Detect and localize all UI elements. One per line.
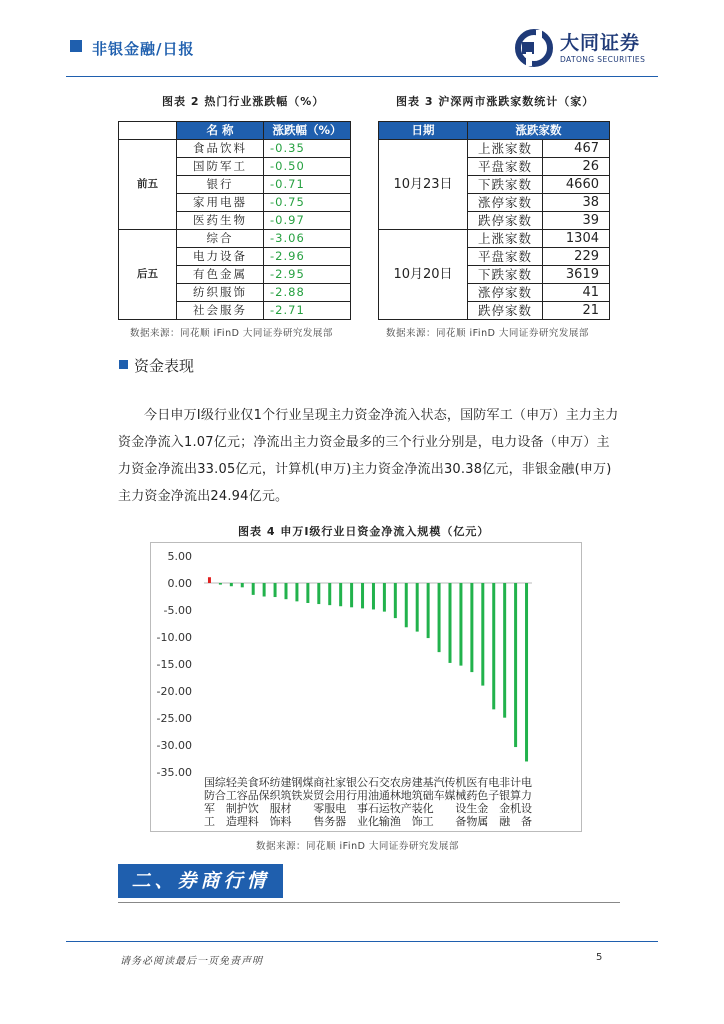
x-tick-label: 家	[335, 776, 347, 789]
x-tick-label: 力	[521, 789, 533, 802]
x-tick-label: 备	[455, 815, 467, 828]
bar	[241, 583, 244, 587]
x-tick-label: 保	[258, 789, 270, 802]
x-tick-label: 事	[357, 802, 369, 815]
table-header-row	[119, 122, 351, 140]
change-value: -2.96	[264, 248, 351, 266]
x-tick-label: 合	[214, 789, 226, 802]
bar	[361, 583, 364, 608]
logo-chinese-name: 大同证券	[560, 32, 641, 54]
x-tick-label: 纺	[269, 776, 281, 789]
y-tick-label: 0.00	[167, 577, 192, 590]
x-tick-label: 药	[466, 789, 478, 802]
x-tick-label: 饮	[247, 802, 259, 815]
industry-name: 电力设备	[177, 248, 264, 266]
count-value: 229	[543, 248, 610, 266]
count-value: 3619	[543, 266, 610, 284]
x-tick-label: 媒	[444, 789, 456, 802]
x-tick-label: 国	[203, 776, 215, 789]
x-tick-label: 炭	[302, 789, 314, 802]
fig2-caption: 图表 2 热门行业涨跌幅（%）	[162, 95, 325, 108]
x-tick-label: 产	[400, 802, 412, 815]
industry-name: 银行	[177, 176, 264, 194]
x-tick-label: 渔	[389, 815, 401, 828]
footer-disclaimer: 请务必阅读最后一页免责声明	[120, 956, 263, 967]
market-breadth-table	[378, 121, 610, 320]
x-tick-label: 铁	[291, 789, 303, 802]
table-row	[119, 140, 351, 158]
bar	[449, 583, 452, 663]
table-row	[379, 140, 610, 158]
table-header-row	[379, 122, 610, 140]
x-tick-label: 设	[455, 802, 467, 815]
change-value: -0.71	[264, 176, 351, 194]
capital-flow-paragraph: 今日申万Ⅰ级行业仅1个行业呈现主力资金净流入状态，国防军工（申万）主力主力资金净流入1.07亿元；净流出主力资金最多的三个行业分别是，电力设备（申万）主力资金净流出33.05亿元，计算机(申万)主力资金净流出30.38亿元，非银金融(申万)主力资金净流出24.94亿元。	[118, 408, 619, 504]
x-tick-label: 牧	[389, 802, 401, 815]
bar	[503, 583, 506, 718]
x-tick-label: 机	[455, 776, 467, 789]
x-tick-label: 石	[367, 776, 379, 789]
x-tick-label: 石	[367, 802, 379, 815]
count-value: 4660	[543, 176, 610, 194]
x-tick-label: 银	[499, 789, 511, 802]
x-tick-label: 饰	[411, 815, 423, 828]
group-label: 前五	[119, 140, 177, 230]
x-tick-label: 通	[378, 789, 390, 802]
x-tick-label: 地	[400, 789, 412, 802]
x-tick-label: 理	[236, 815, 248, 828]
count-label: 跌停家数	[468, 302, 543, 320]
count-value: 467	[543, 140, 610, 158]
x-tick-label: 属	[477, 815, 489, 828]
bar	[306, 583, 309, 603]
x-tick-label: 用	[357, 789, 369, 802]
change-value: -0.97	[264, 212, 351, 230]
bar	[438, 583, 441, 652]
count-value: 1304	[543, 230, 610, 248]
industry-name: 医药生物	[177, 212, 264, 230]
x-tick-label: 务	[324, 815, 336, 828]
count-label: 涨停家数	[468, 194, 543, 212]
bar	[285, 583, 288, 599]
x-tick-label: 化	[367, 815, 379, 828]
x-tick-label: 金	[477, 802, 489, 815]
col-count-header: 涨跌家数	[468, 122, 610, 140]
change-value: -0.50	[264, 158, 351, 176]
x-tick-label: 设	[521, 802, 533, 815]
x-tick-label: 饰	[269, 815, 281, 828]
bar	[317, 583, 320, 604]
change-value: -2.88	[264, 284, 351, 302]
industry-name: 食品饮料	[177, 140, 264, 158]
bar	[481, 583, 484, 686]
x-tick-label: 备	[521, 815, 533, 828]
x-tick-label: 食	[247, 776, 259, 789]
x-tick-label: 化	[422, 802, 434, 815]
x-tick-label: 用	[335, 789, 347, 802]
count-value: 26	[543, 158, 610, 176]
count-label: 涨停家数	[468, 284, 543, 302]
report-category-title: 非银金融/日报	[92, 40, 195, 58]
x-tick-label: 房	[400, 776, 412, 789]
x-tick-label: 传	[444, 776, 456, 789]
date-cell: 10月20日	[379, 230, 468, 320]
x-tick-label: 品	[247, 789, 259, 802]
x-tick-label: 物	[466, 815, 478, 828]
x-tick-label: 融	[499, 815, 511, 828]
bar	[514, 583, 517, 747]
date-cell: 10月23日	[379, 140, 468, 230]
industry-name: 家用电器	[177, 194, 264, 212]
x-tick-label: 非	[499, 776, 511, 789]
x-tick-label: 医	[466, 776, 478, 789]
x-tick-label: 机	[510, 802, 522, 815]
x-tick-label: 综	[214, 776, 226, 789]
industry-name: 国防军工	[177, 158, 264, 176]
change-value: -3.06	[264, 230, 351, 248]
company-logo	[512, 26, 672, 70]
y-tick-label: -35.00	[156, 766, 192, 779]
y-tick-label: -25.00	[156, 712, 192, 725]
fig4-caption: 图表 4 申万Ⅰ级行业日资金净流入规模（亿元）	[238, 525, 490, 538]
y-tick-label: -10.00	[156, 631, 192, 644]
x-tick-label: 建	[411, 776, 423, 789]
bar	[492, 583, 495, 709]
x-tick-label: 织	[269, 789, 281, 802]
bar	[383, 583, 386, 612]
bar	[274, 583, 277, 597]
bar	[416, 583, 419, 632]
count-label: 上涨家数	[468, 140, 543, 158]
x-tick-label: 材	[280, 802, 292, 815]
count-label: 上涨家数	[468, 230, 543, 248]
change-value: -0.75	[264, 194, 351, 212]
bar	[208, 577, 211, 583]
x-tick-label: 制	[225, 802, 237, 815]
change-value: -2.95	[264, 266, 351, 284]
x-tick-label: 服	[269, 802, 281, 815]
bar	[295, 583, 298, 601]
industry-name: 社会服务	[177, 302, 264, 320]
x-tick-label: 零	[313, 802, 325, 815]
bar	[350, 583, 353, 607]
x-tick-label: 轻	[225, 776, 237, 789]
x-tick-label: 社	[324, 776, 336, 789]
bar	[459, 583, 462, 666]
x-tick-label: 美	[236, 776, 248, 789]
x-tick-label: 械	[455, 789, 467, 802]
x-tick-label: 护	[236, 802, 248, 815]
bar	[219, 583, 222, 585]
bar	[394, 583, 397, 618]
x-tick-label: 行	[346, 789, 358, 802]
x-tick-label: 筑	[411, 789, 423, 802]
x-tick-label: 有	[477, 776, 489, 789]
x-tick-label: 车	[433, 789, 445, 802]
y-tick-label: -30.00	[156, 739, 192, 752]
bar	[230, 583, 233, 586]
x-tick-label: 器	[335, 815, 347, 828]
x-tick-label: 贸	[313, 789, 325, 802]
group-label: 后五	[119, 230, 177, 320]
count-label: 跌停家数	[468, 212, 543, 230]
table-corner-cell	[119, 122, 177, 140]
count-label: 下跌家数	[468, 176, 543, 194]
x-tick-label: 计	[510, 776, 522, 789]
count-label: 平盘家数	[468, 158, 543, 176]
x-tick-label: 防	[203, 789, 215, 802]
section-square-icon	[119, 360, 128, 369]
count-label: 平盘家数	[468, 248, 543, 266]
fig3-source: 数据来源：同花顺 iFinD 大同证券研究发展部	[386, 328, 589, 339]
industry-name: 综合	[177, 230, 264, 248]
x-tick-label: 运	[378, 802, 390, 815]
count-value: 39	[543, 212, 610, 230]
col-change-header: 涨跌幅（%）	[264, 122, 351, 140]
x-tick-label: 油	[367, 789, 379, 802]
hot-industry-table	[118, 121, 351, 320]
x-tick-label: 业	[357, 815, 369, 828]
x-tick-label: 生	[466, 802, 478, 815]
section2-banner: 二、券商行情	[118, 864, 283, 898]
table-row	[119, 230, 351, 248]
bar	[372, 583, 375, 609]
col-date-header: 日期	[379, 122, 468, 140]
change-value: -2.71	[264, 302, 351, 320]
x-tick-label: 容	[236, 789, 248, 802]
x-tick-label: 基	[422, 776, 434, 789]
x-tick-label: 色	[477, 789, 489, 802]
x-tick-label: 造	[225, 815, 237, 828]
x-tick-label: 输	[378, 815, 390, 828]
y-tick-label: 5.00	[167, 550, 192, 563]
count-value: 21	[543, 302, 610, 320]
bar	[405, 583, 408, 627]
count-value: 38	[543, 194, 610, 212]
logo-english-name: DATONG SECURITIES	[560, 55, 646, 64]
count-label: 下跌家数	[468, 266, 543, 284]
x-tick-label: 工	[225, 789, 237, 802]
y-tick-label: -5.00	[163, 604, 192, 617]
x-tick-label: 电	[521, 776, 533, 789]
page-number: 5	[596, 952, 603, 963]
footer-divider	[66, 941, 658, 942]
industry-name: 纺织服饰	[177, 284, 264, 302]
col-name-header: 名 称	[177, 122, 264, 140]
fig3-caption: 图表 3 沪深两市涨跌家数统计（家）	[396, 95, 595, 108]
x-tick-label: 料	[280, 815, 292, 828]
x-tick-label: 建	[280, 776, 292, 789]
y-tick-label: -20.00	[156, 685, 192, 698]
x-tick-label: 汽	[433, 776, 445, 789]
bar	[252, 583, 255, 595]
x-tick-label: 装	[411, 802, 423, 815]
change-value: -0.35	[264, 140, 351, 158]
x-tick-label: 料	[247, 815, 259, 828]
x-tick-label: 会	[324, 789, 336, 802]
x-tick-label: 林	[389, 789, 401, 802]
x-tick-label: 环	[258, 776, 270, 789]
header-divider	[66, 76, 658, 77]
x-tick-label: 子	[488, 789, 500, 802]
x-tick-label: 金	[499, 802, 511, 815]
industry-name: 有色金属	[177, 266, 264, 284]
table-row	[379, 230, 610, 248]
fund-flow-bar-chart	[150, 542, 580, 832]
x-tick-label: 农	[389, 776, 401, 789]
section2-divider	[118, 902, 620, 903]
bar	[470, 583, 473, 672]
x-tick-label: 算	[510, 789, 522, 802]
x-tick-label: 工	[203, 815, 215, 828]
x-tick-label: 电	[335, 802, 347, 815]
bar	[427, 583, 430, 638]
bar	[339, 583, 342, 606]
count-value: 41	[543, 284, 610, 302]
x-tick-label: 服	[324, 802, 336, 815]
x-tick-label: 军	[203, 802, 215, 815]
fig2-source: 数据来源：同花顺 iFinD 大同证券研究发展部	[130, 328, 333, 339]
x-tick-label: 售	[313, 815, 325, 828]
x-tick-label: 煤	[302, 776, 314, 789]
bar	[525, 583, 528, 761]
x-tick-label: 交	[378, 776, 390, 789]
header-square-icon	[70, 40, 82, 52]
fig4-source: 数据来源：同花顺 iFinD 大同证券研究发展部	[256, 841, 459, 852]
x-tick-label: 商	[313, 776, 325, 789]
x-tick-label: 公	[357, 776, 369, 789]
x-tick-label: 筑	[280, 789, 292, 802]
y-tick-label: -15.00	[156, 658, 192, 671]
section-title: 资金表现	[134, 357, 195, 375]
bar	[328, 583, 331, 605]
datong-logo-icon	[512, 26, 556, 70]
x-tick-label: 钢	[291, 776, 303, 789]
x-tick-label: 础	[422, 789, 434, 802]
x-tick-label: 电	[488, 776, 500, 789]
bar	[263, 583, 266, 597]
x-tick-label: 银	[346, 776, 358, 789]
x-tick-label: 工	[422, 815, 434, 828]
